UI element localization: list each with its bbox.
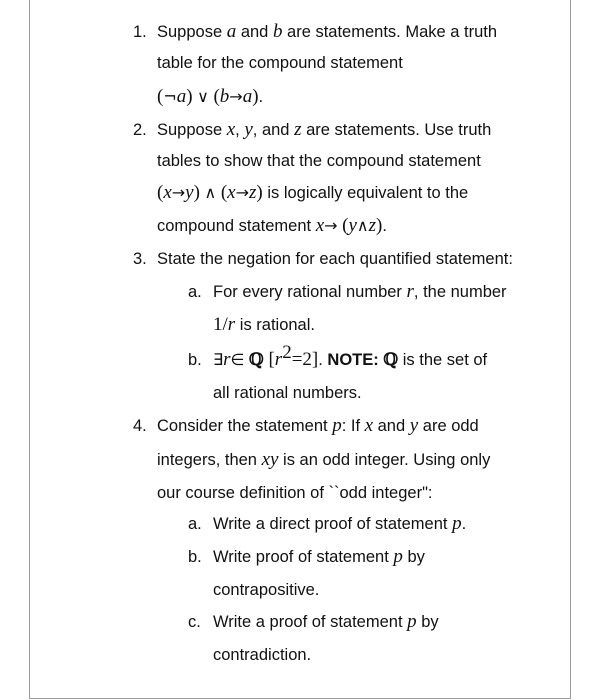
- problem-1-number: 1.: [133, 23, 147, 41]
- problem-1-line-1: Suppose a and b are statements. Make a truth: [157, 21, 498, 42]
- problem-2-line-4: compound statement x→ (y∧z).: [157, 215, 387, 236]
- problem-2-number: 2.: [133, 121, 147, 139]
- problem-4b-label: b.: [188, 548, 202, 566]
- problem-1-line-2: table for the compound statement: [157, 54, 403, 72]
- problem-3a-line-2: 1/r is rational.: [213, 314, 315, 335]
- problem-3b-line-2: all rational numbers.: [213, 384, 362, 402]
- problem-3b-line-1: ∃r∈ ℚ $[r^2=2]$. NOTE: ℚ is the set of: [213, 342, 488, 370]
- problem-4-number: 4.: [133, 417, 147, 435]
- problem-4a-line-1: Write a direct proof of statement p.: [213, 513, 467, 534]
- problem-2-line-1: Suppose x, y, and z are statements. Use truth: [157, 119, 492, 140]
- problem-4-line-1: Consider the statement p: If x and y are odd: [157, 415, 479, 436]
- problem-4c-line-1: Write a proof of statement p by: [213, 611, 439, 632]
- problem-4b-line-2: contrapositive.: [213, 581, 320, 599]
- problem-3-number: 3.: [133, 250, 147, 268]
- problem-1-formula: (¬a) ∨ (b→a).: [157, 86, 264, 107]
- problem-4c-line-2: contradiction.: [213, 646, 312, 664]
- problem-4-line-2: integers, then xy is an odd integer. Using only: [157, 449, 491, 470]
- problem-3a-label: a.: [188, 283, 202, 301]
- problem-sheet: [29, 0, 571, 699]
- problem-2-line-2: tables to show that the compound statement: [157, 152, 481, 170]
- problem-3-line-1: State the negation for each quantified statement:: [157, 250, 513, 268]
- problem-3b-label: b.: [188, 351, 202, 369]
- problem-4a-label: a.: [188, 515, 202, 533]
- problem-4-line-3: our course definition of ``odd integer":: [157, 484, 433, 502]
- problem-2-line-3: (x→y) ∧ (x→z) is logically equivalent to the: [157, 182, 469, 203]
- problem-3a-line-1: For every rational number r, the number: [213, 281, 507, 302]
- problem-4b-line-1: Write proof of statement p by: [213, 546, 425, 567]
- problem-4c-label: c.: [188, 613, 201, 631]
